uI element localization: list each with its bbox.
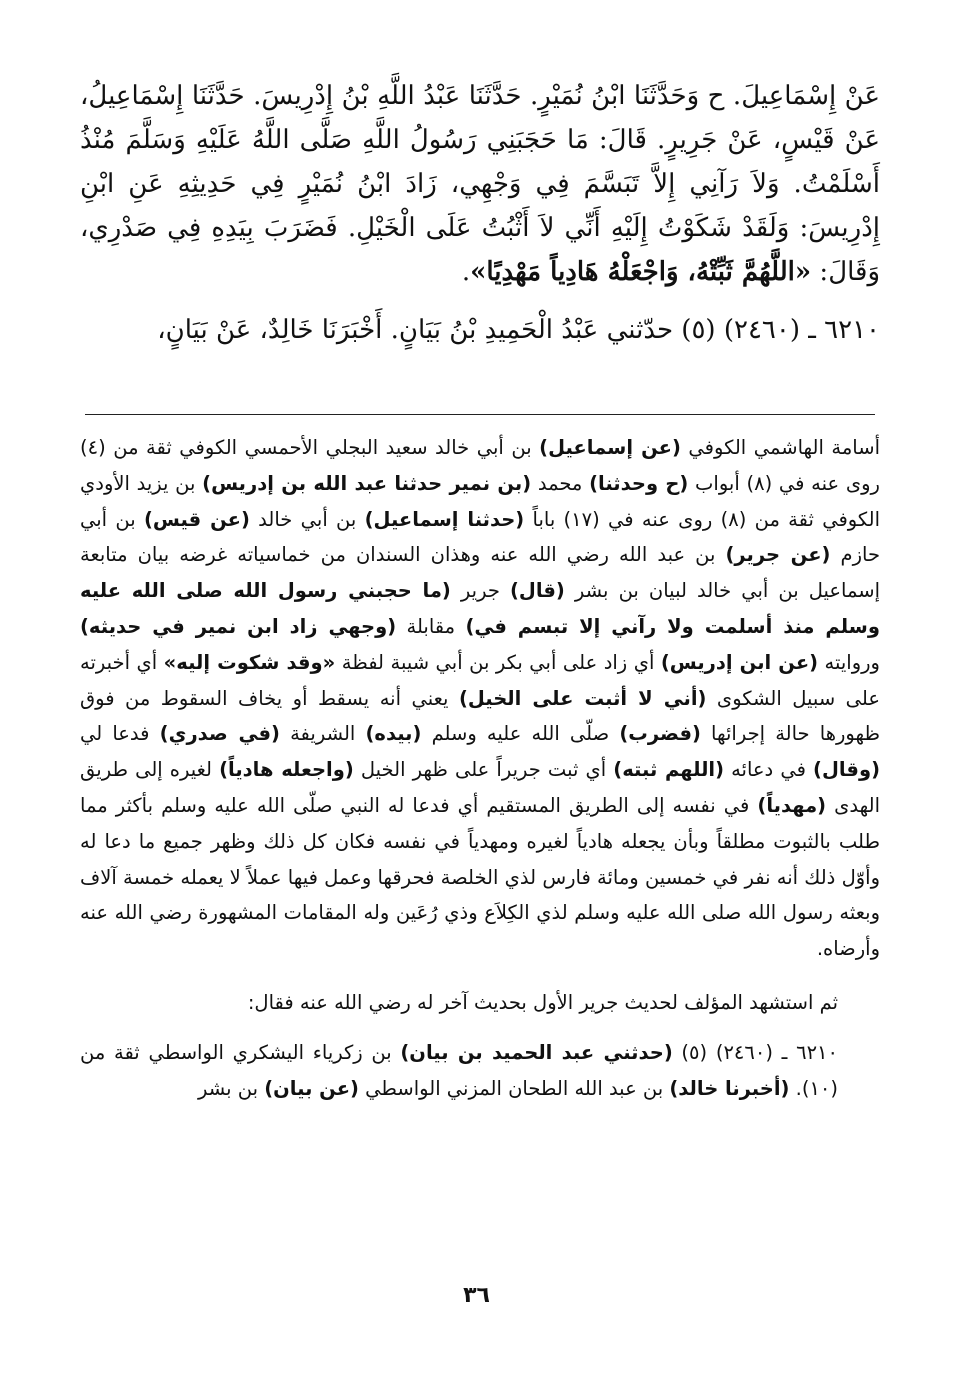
commentary-segment: بن أبي حازم bbox=[80, 507, 881, 567]
quoted-matn-segment: (وقال) bbox=[813, 758, 880, 782]
hadith-text bbox=[80, 74, 880, 352]
quoted-matn-segment: (اللهم ثبته) bbox=[613, 758, 724, 782]
quoted-matn-segment: (حدثني عبد الحميد بن بيان) bbox=[400, 1040, 673, 1064]
commentary-segment: مقابلة bbox=[396, 614, 466, 638]
quoted-matn-segment: (بن نمير حدثنا عبد الله بن إدريس) bbox=[202, 471, 532, 495]
commentary-segment: في نفسه إلى الطريق المستقيم أي فدعا له النبي صلّى الله عليه وسلم بأكثر مما طلب بالثبوت مطلقاً وبأن يجعله هادياً لغيره ومهدياً في نفسه فكان كل ذلك وظهر جميع ما دعا له وأوّل ذلك أنه نفر في خمسين ومائة فارس لذي الخلصة فحرقها وعمل فيها عملاً لا يعمله خمسة آلاف وبعثه رسول الله صلى الله عليه وسلم لذي الكِلاَع وذي رُعَين وله المقامات المشهورة رضي الله عنه وأرضاه. bbox=[80, 793, 880, 961]
quoted-matn-segment: (عن إسماعيل) bbox=[539, 436, 681, 459]
commentary-segment: أي زاد على أبي بكر بن أبي شيبة لفظة bbox=[335, 650, 661, 674]
quoted-matn-segment: (عن بيان) bbox=[264, 1076, 359, 1100]
commentary-segment: محمد bbox=[531, 471, 590, 495]
quoted-matn-segment: (وجهي زاد ابن نمير في حديثه) bbox=[80, 614, 397, 638]
quoted-matn-segment: (ح وحدثنا) bbox=[589, 471, 689, 495]
commentary-paragraph-3 bbox=[80, 1035, 880, 1107]
commentary-segment: بن عبد الله رضي الله عنه وهذان السندان من خماسياته غرضه بيان متابعة إسماعيل بن أبي خالد لبيان بن بشر bbox=[80, 543, 881, 603]
commentary-segment: جرير bbox=[450, 579, 510, 603]
quoted-matn-segment: (حدثنا إسماعيل) bbox=[364, 507, 525, 531]
commentary-paragraph-2: ثم استشهد المؤلف لحديث جرير الأول بحديث آخر له رضي الله عنه فقال: bbox=[247, 990, 838, 1014]
commentary-segment: بن أبي خالد سعيد البجلي الأحمسي الكوفي ثقة من (٤) روى عنه في (٨) أبواب bbox=[80, 436, 880, 495]
commentary-segment: أسامة الهاشمي الكوفي bbox=[680, 436, 880, 459]
commentary-segment: صلّى الله عليه وسلم bbox=[421, 722, 620, 746]
commentary-segment: بن عبد الله الطحان المزني الواسطي bbox=[358, 1076, 670, 1100]
commentary-segment: فدعا لي bbox=[80, 722, 160, 746]
quoted-matn-segment: (قال) bbox=[509, 579, 565, 603]
quoted-matn-segment: (عن جرير) bbox=[725, 543, 831, 567]
quoted-matn-segment: (في صدري) bbox=[159, 722, 280, 746]
quoted-matn-segment: (مهدياً) bbox=[757, 793, 827, 817]
quoted-matn-segment: (أخبرنا خالد) bbox=[669, 1076, 790, 1100]
commentary-segment: بن بشر bbox=[197, 1076, 265, 1100]
commentary-paragraph-1 bbox=[80, 430, 880, 967]
commentary-segment: أي ثبت جريراً على ظهر الخيل bbox=[353, 758, 614, 782]
footnote-divider bbox=[85, 414, 875, 415]
quoted-matn-segment: (بيده) bbox=[365, 722, 422, 746]
hadith-text-end: . bbox=[461, 257, 471, 287]
commentary-segment: بن أبي خالد bbox=[249, 507, 365, 531]
hadith-paragraph-1 bbox=[80, 74, 880, 294]
commentary-segment: ٦٢١٠ ـ (٢٤٦٠) (٥) bbox=[672, 1040, 838, 1064]
quoted-matn-segment: (ما حجبني رسول الله صلى الله عليه وسلم منذ أسلمت ولا رآني إلا تبسم في) bbox=[80, 579, 880, 638]
commentary-segment: لغيره إلى طريق الهدى bbox=[80, 758, 881, 817]
commentary-segment: وروايته bbox=[818, 650, 880, 674]
commentary bbox=[80, 430, 880, 1106]
commentary-segment: في دعائه bbox=[724, 758, 814, 782]
hadith-text-main: عَنْ إِسْمَاعِيلَ. ح وَحَدَّثَنَا ابْنُ نُمَيْرٍ. حَدَّثَنَا عَبْدُ اللَّهِ بْنُ إِدْرِيسَ. حَدَّثَنَا إِسْمَاعِيلُ، عَنْ قَيْسٍ، عَنْ جَرِيرٍ. قَالَ: مَا حَجَبَنِي رَسُولُ اللَّهِ صَلَّى اللَّهُ عَلَيْهِ وَسَلَّمَ مُنْذُ أَسْلَمْتُ. وَلاَ رَآنِي إِلاَّ تَبَسَّمَ فِي وَجْهِي، زَادَ ابْنُ نُمَيْرٍ فِي حَدِيثِهِ عَنِ ابْنِ إِدْرِيسَ: وَلَقَدْ شَكَوْتُ إِلَيْهِ أَنِّي لاَ أَثْبُتُ عَلَى الْخَيْلِ. فَضَرَبَ بِيَدِهِ فِي صَدْرِي، وَقَالَ: bbox=[80, 81, 880, 287]
commentary-segment: أي أخبرته على سبيل الشكوى bbox=[80, 650, 880, 710]
quoted-matn-segment: (أني لا أثبت على الخيل) bbox=[458, 686, 707, 710]
commentary-segment: يعني أنه يسقط أو يخاف السقوط من فوق ظهورها حالة إجرائها bbox=[80, 686, 880, 746]
commentary-segment: بن زكرياء اليشكري الواسطي ثقة من (١٠). bbox=[80, 1040, 838, 1100]
quoted-matn-segment: (فضرب) bbox=[619, 722, 701, 746]
quoted-matn-segment: (عن قيس) bbox=[143, 507, 250, 531]
page-number: ٣٦ bbox=[463, 1283, 490, 1308]
hadith-prophet-dua: «اللَّهُمَّ ثَبِّتْهُ، وَاجْعَلْهُ هَادِياً مَهْدِيًا» bbox=[470, 257, 812, 287]
hadith-paragraph-2: ٦٢١٠ ـ (٢٤٦٠) (٥) حدّثني عَبْدُ الْحَمِيدِ بْنُ بَيَانٍ. أَخْبَرَنَا خَالِدٌ، عَنْ بَيَانٍ، bbox=[157, 315, 880, 345]
quoted-matn-segment: «وقد شكوت إليه» bbox=[163, 650, 336, 674]
quoted-matn-segment: (واجعله هادياً) bbox=[219, 758, 354, 782]
quoted-matn-segment: (عن ابن إدريس) bbox=[660, 650, 819, 674]
commentary-segment: الشريفة bbox=[279, 722, 366, 746]
commentary-segment: بن يزيد الأودي الكوفي ثقة من (٨) روى عنه في (١٧) باباً bbox=[80, 471, 881, 531]
